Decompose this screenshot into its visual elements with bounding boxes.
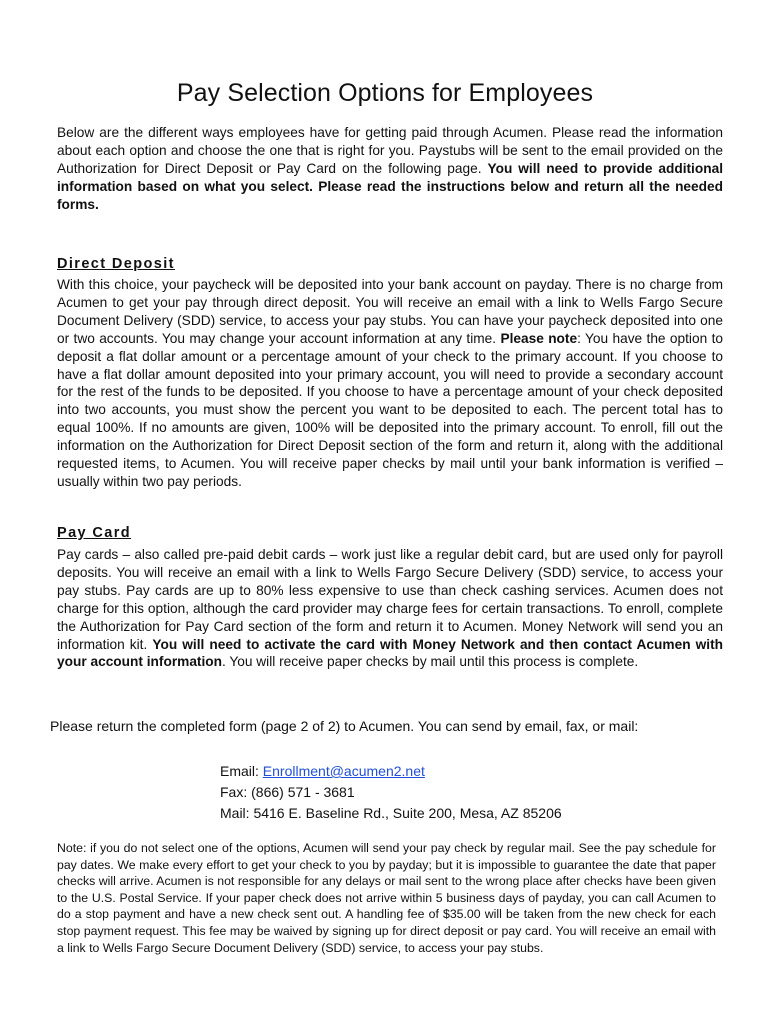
direct-deposit-text-2: : You have the option to deposit a flat dollar amount or a percentage amount of your check to the primary account. If you choose to have a flat dollar amount deposited into your primary account, you will need to provide a secondary account for the rest of the funds to be deposited. If you choose to have a percentage amount of your check deposited into two accounts, you must show the percent you want to be deposited to each. The percent total has to equal 100%. If no amounts are given, 100% will be deposited into the primary account. To enroll, fill out the information on the Authorization for Direct Deposit section of the form and return it, along with the additional requested items, to Acumen. You will receive paper checks by mail until your bank information is verified – usually within two pay periods. — [57, 330, 723, 489]
email-label: Email: — [220, 763, 263, 779]
return-instructions: Please return the completed form (page 2 of 2) to Acumen. You can send by email, fax, or mail: — [50, 718, 639, 734]
pay-card-text-1: Pay cards – also called pre-paid debit cards – work just like a regular debit card, but are used only for payroll deposits. You will receive an email with a link to Wells Fargo Secure Delivery (SDD) service, to access your pay stubs. Pay cards are up to 80% less expensive to use than check cashing services. Acumen does not charge for this option, although the card provider may charge fees for certain transactions. To enroll, complete the Authorization for Pay Card section of the form and return it to Acumen. Money Network will send you an information kit. — [57, 547, 723, 652]
contact-fax: Fax: (866) 571 - 3681 — [220, 784, 355, 800]
pay-card-paragraph — [57, 546, 723, 671]
pay-card-bold-instructions: You will need to activate the card with Money Network and then contact Acumen with your account information — [57, 636, 723, 670]
email-link[interactable]: Enrollment@acumen2.net — [262, 763, 425, 779]
direct-deposit-text-1: With this choice, your paycheck will be deposited into your bank account on payday. There is no charge from Acumen to get your pay through direct deposit. You will receive an email with a link to Wells Fargo Secure Document Delivery (SDD) service, to access your pay stubs. You can have your paycheck deposited into one or two accounts. You may change your account information at any time. — [57, 277, 723, 346]
intro-paragraph — [57, 124, 723, 214]
pay-card-text-2: . You will receive paper checks by mail until this process is complete. — [222, 654, 639, 670]
direct-deposit-heading: Direct Deposit — [57, 256, 175, 272]
direct-deposit-note-label: Please note — [500, 330, 578, 346]
direct-deposit-paragraph — [57, 276, 723, 491]
pay-card-heading: Pay Card — [57, 525, 132, 541]
intro-text: Below are the different ways employees have for getting paid through Acumen. Please read the information about each option and choose the one that is right for you. Paystubs will be sent to the email provided on the Authorization for Direct Deposit or Pay Card on the following page. — [57, 125, 723, 176]
contact-block — [220, 761, 562, 824]
page-title: Pay Selection Options for Employees — [176, 78, 594, 107]
contact-mail: Mail: 5416 E. Baseline Rd., Suite 200, Mesa, AZ 85206 — [220, 805, 562, 821]
contact-email-line — [220, 761, 562, 782]
intro-bold-instructions: You will need to provide additional information based on what you select. Please read the instructions below and return all the needed forms. — [57, 160, 723, 212]
footnote: Note: if you do not select one of the options, Acumen will send your pay check by regular mail. See the pay schedule for pay dates. We make every effort to get your check to you by payday; but it is impossible to guarantee the date that paper checks will arrive. Acumen is not responsible for any delays or mail sent to the wrong place after checks have been given to the U.S. Postal Service. If your paper check does not arrive within 5 business days of payday, you can call Acumen to do a stop payment and have a new check sent out. A handling fee of $35.00 will be taken from the new check for each stop payment request. This fee may be waived by signing up for direct deposit or pay card. You will receive an email with a link to Wells Fargo Secure Document Delivery (SDD) service, to access your pay stubs. — [57, 841, 716, 955]
